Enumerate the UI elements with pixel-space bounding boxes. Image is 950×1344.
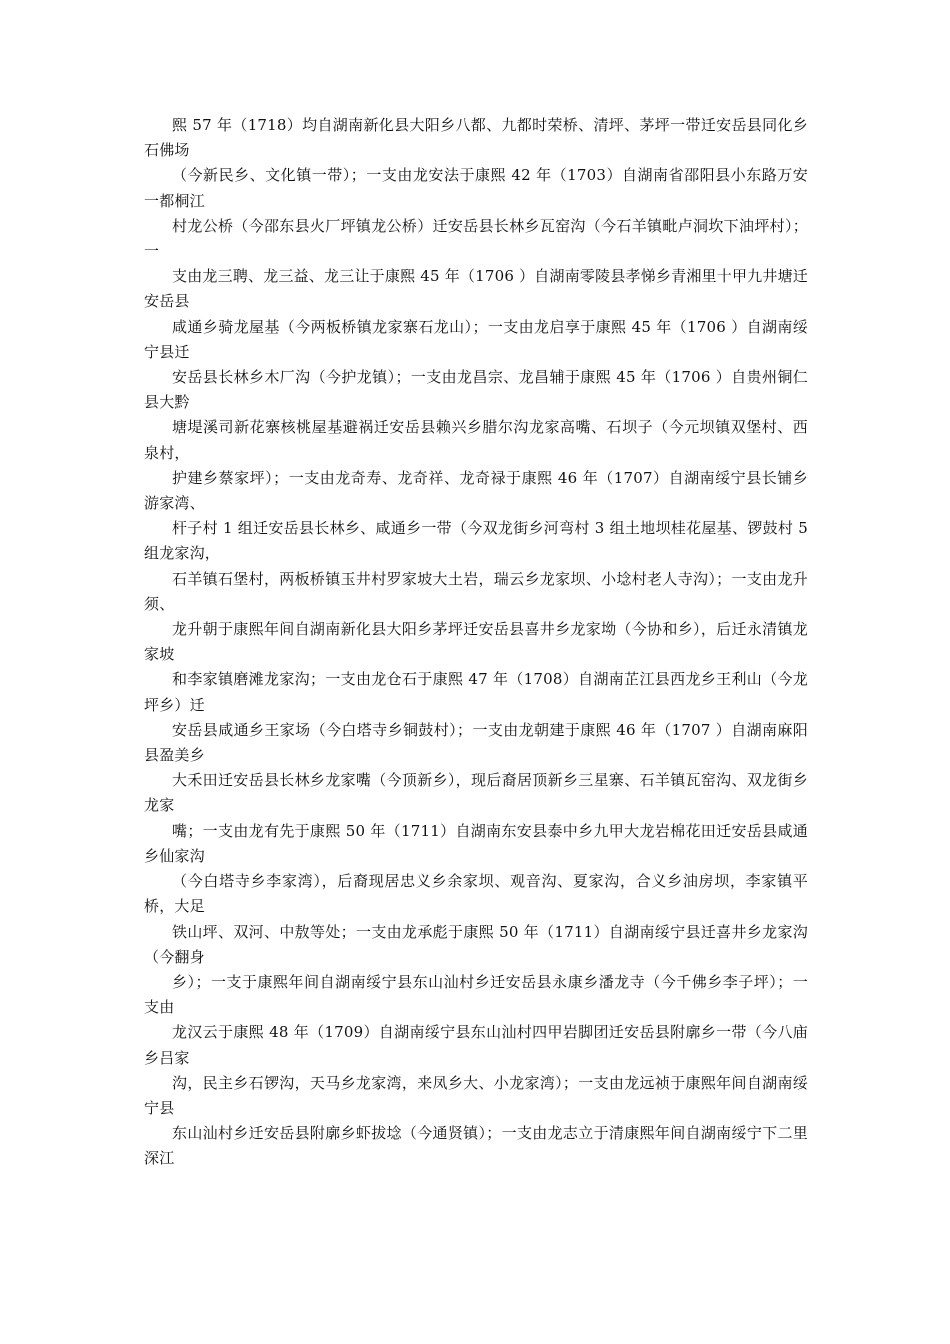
- paragraph: 熙 57 年（1718）均自湖南新化县大阳乡八都、九都时荣桥、清坪、茅坪一带迁安岳县同化乡石佛场: [144, 116, 808, 160]
- paragraph: （今新民乡、文化镇一带）；一支由龙安法于康熙 42 年（1703）自湖南省邵阳县小东路万安一都桐江: [144, 166, 808, 210]
- paragraph: 大禾田迁安岳县长林乡龙家嘴（今顶新乡），现后裔居顶新乡三星寨、石羊镇瓦窑沟、双龙街乡龙家: [144, 771, 808, 815]
- paragraph: 石羊镇石堡村，两板桥镇玉井村罗家坡大土岩，瑞云乡龙家坝、小埝村老人寺沟）；一支由龙升须、: [144, 569, 808, 613]
- paragraph: 沟，民主乡石锣沟，天马乡龙家湾，来凤乡大、小龙家湾）；一支由龙远祯于康熙年间自湖南绥宁县: [144, 1073, 808, 1117]
- paragraph: 村龙公桥（今邵东县火厂坪镇龙公桥）迁安岳县长林乡瓦窑沟（今石羊镇毗卢洞坎下油坪村）；一: [144, 216, 808, 261]
- paragraph: 龙汉云于康熙 48 年（1709）自湖南绥宁县东山汕村四甲岩脚团迁安岳县附廓乡一带（今八庙乡吕家: [144, 1023, 808, 1067]
- paragraph: 咸通乡骑龙屋基（今两板桥镇龙家寨石龙山）；一支由龙启享于康熙 45 年（1706 ）自湖南绥宁县迁: [144, 317, 808, 361]
- paragraph: 安岳县咸通乡王家场（今白塔寺乡铜鼓村）；一支由龙朝建于康熙 46 年（1707 ）自湖南麻阳县盈美乡: [144, 720, 808, 765]
- document-body: [144, 113, 808, 1172]
- paragraph: 护建乡蔡家坪）；一支由龙奇寿、龙奇祥、龙奇禄于康熙 46 年（1707）自湖南绥宁县长铺乡游家湾、: [144, 468, 808, 513]
- paragraph: 和李家镇磨滩龙家沟；一支由龙仓石于康熙 47 年（1708）自湖南芷江县西龙乡王利山（今龙坪乡）迁: [144, 670, 808, 714]
- paragraph: 杆子村 1 组迁安岳县长林乡、咸通乡一带（今双龙街乡河弯村 3 组土地坝桂花屋基、锣鼓村 5 组龙家沟，: [144, 519, 808, 563]
- paragraph: 安岳县长林乡木厂沟（今护龙镇）；一支由龙昌宗、龙昌辅于康熙 45 年（1706 ）自贵州铜仁县大黔: [144, 368, 808, 412]
- paragraph: 塘堤溪司新花寨核桃屋基避祸迁安岳县赖兴乡腊尔沟龙家高嘴、石坝子（今元坝镇双堡村、西泉村，: [144, 418, 808, 462]
- paragraph: 支由龙三聘、龙三益、龙三让于康熙 45 年（1706 ）自湖南零陵县孝悌乡青湘里十甲九井塘迁安岳县: [144, 267, 808, 311]
- paragraph: 嘴；一支由龙有先于康熙 50 年（1711）自湖南东安县泰中乡九甲大龙岩棉花田迁安岳县咸通乡仙家沟: [144, 821, 808, 865]
- paragraph: （今白塔寺乡李家湾），后裔现居忠义乡余家坝、观音沟、夏家沟，合义乡油房坝，李家镇平桥，大足: [144, 872, 808, 916]
- paragraph: 东山汕村乡迁安岳县附廓乡虾拔埝（今通贤镇）；一支由龙志立于清康熙年间自湖南绥宁下二里深江: [144, 1124, 808, 1168]
- paragraph: 铁山坪、双河、中敖等处；一支由龙承彪于康熙 50 年（1711）自湖南绥宁县迁喜井乡龙家沟（今翻身: [144, 922, 808, 966]
- paragraph: 乡）；一支于康熙年间自湖南绥宁县东山汕村乡迁安岳县永康乡潘龙寺（今千佛乡李子坪）；一支由: [144, 972, 808, 1017]
- paragraph: 龙升朝于康熙年间自湖南新化县大阳乡茅坪迁安岳县喜井乡龙家坳（今协和乡），后迁永清镇龙家坡: [144, 620, 808, 664]
